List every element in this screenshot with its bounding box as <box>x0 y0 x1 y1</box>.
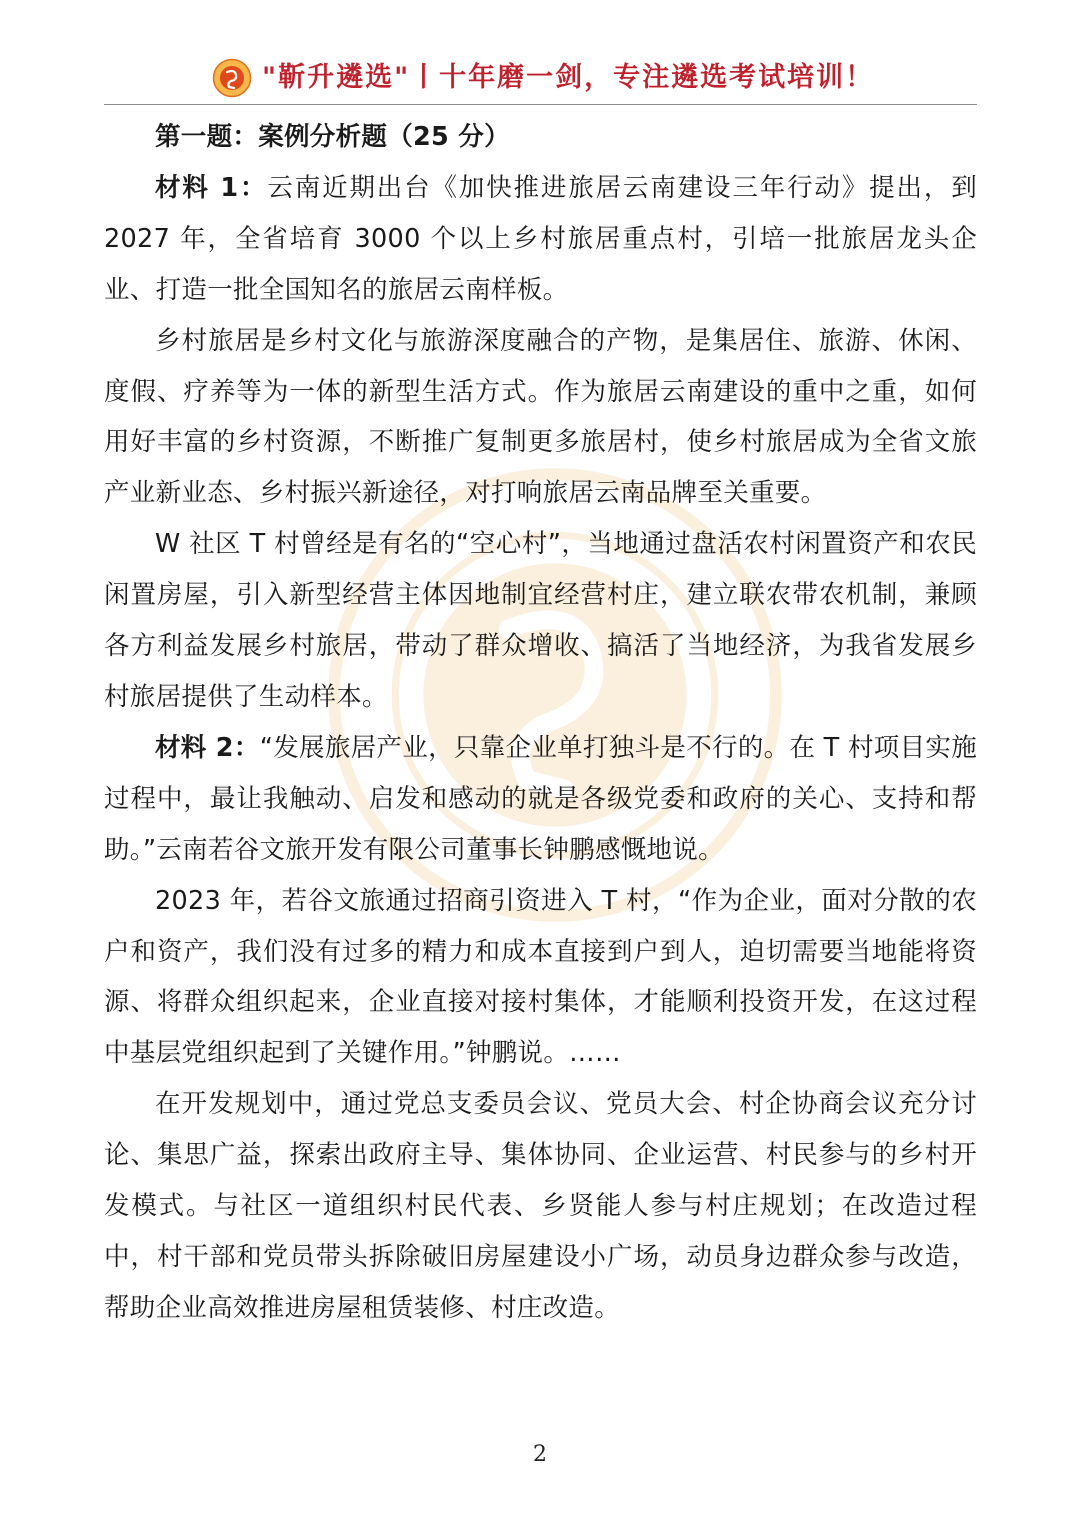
page-number: 2 <box>533 1442 547 1467</box>
material-label: 材料 1： <box>155 172 268 203</box>
paragraph-text: 2023 年，若谷文旅通过招商引资进入 T 村，“作为企业，面对分散的农户和资产，我们没有过多的精力和成本直接到户到人，迫切需要当地能将资源、将群众组织起来，企业直接对接村集体，才能顺利投资开发，在这过程中基层党组织起到了关键作用。”钟鹏说。…… <box>104 885 977 1069</box>
paragraph-text: 乡村旅居是乡村文化与旅游深度融合的产物，是集居住、旅游、休闲、度假、疗养等为一体的新型生活方式。作为旅居云南建设的重中之重，如何用好丰富的乡村资源，不断推广复制更多旅居村，使乡村旅居成为全省文旅产业新业态、乡村振兴新途径，对打响旅居云南品牌至关重要。 <box>104 325 977 509</box>
paragraph-text: “发展旅居产业，只靠企业单打独斗是不行的。在 T 村项目实施过程中，最让我触动、启发和感动的就是各级党委和政府的关心、支持和帮助。”云南若谷文旅开发有限公司董事长钟鹏感慨地说。 <box>104 732 978 865</box>
document-body <box>104 112 977 1334</box>
paragraph-material-1 <box>104 163 977 316</box>
brand-logo-icon <box>212 58 252 98</box>
question-title: 第一题：案例分析题（25 分） <box>155 122 510 152</box>
paragraph <box>104 1079 977 1334</box>
header-slogan: "靳升遴选"丨十年磨一剑，专注遴选考试培训！ <box>262 62 875 93</box>
paragraph-text: 云南近期出台《加快推进旅居云南建设三年行动》提出，到 2027 年，全省培育 3000 个以上乡村旅居重点村，引培一批旅居龙头企业、打造一批全国知名的旅居云南样板。 <box>104 172 977 305</box>
paragraph-text: W 社区 T 村曾经是有名的“空心村”，当地通过盘活农村闲置资产和农民闲置房屋，引入新型经营主体因地制宜经营村庄，建立联农带农机制，兼顾各方利益发展乡村旅居，带动了群众增收、搞活了当地经济，为我省发展乡村旅居提供了生动样本。 <box>104 529 977 712</box>
paragraph <box>104 519 977 723</box>
paragraph <box>104 876 977 1080</box>
material-label: 材料 2： <box>155 732 260 763</box>
page-header <box>104 54 977 105</box>
paragraph-text: 在开发规划中，通过党总支委员会议、党员大会、村企协商会议充分讨论、集思广益，探索出政府主导、集体协同、企业运营、村民参与的乡村开发模式。与社区一道组织村民代表、乡贤能人参与村庄规划；在改造过程中，村干部和党员带头拆除破旧房屋建设小广场，动员身边群众参与改造，帮助企业高效推进房屋租赁装修、村庄改造。 <box>104 1089 977 1323</box>
paragraph <box>104 316 977 520</box>
paragraph-material-2 <box>104 723 977 876</box>
